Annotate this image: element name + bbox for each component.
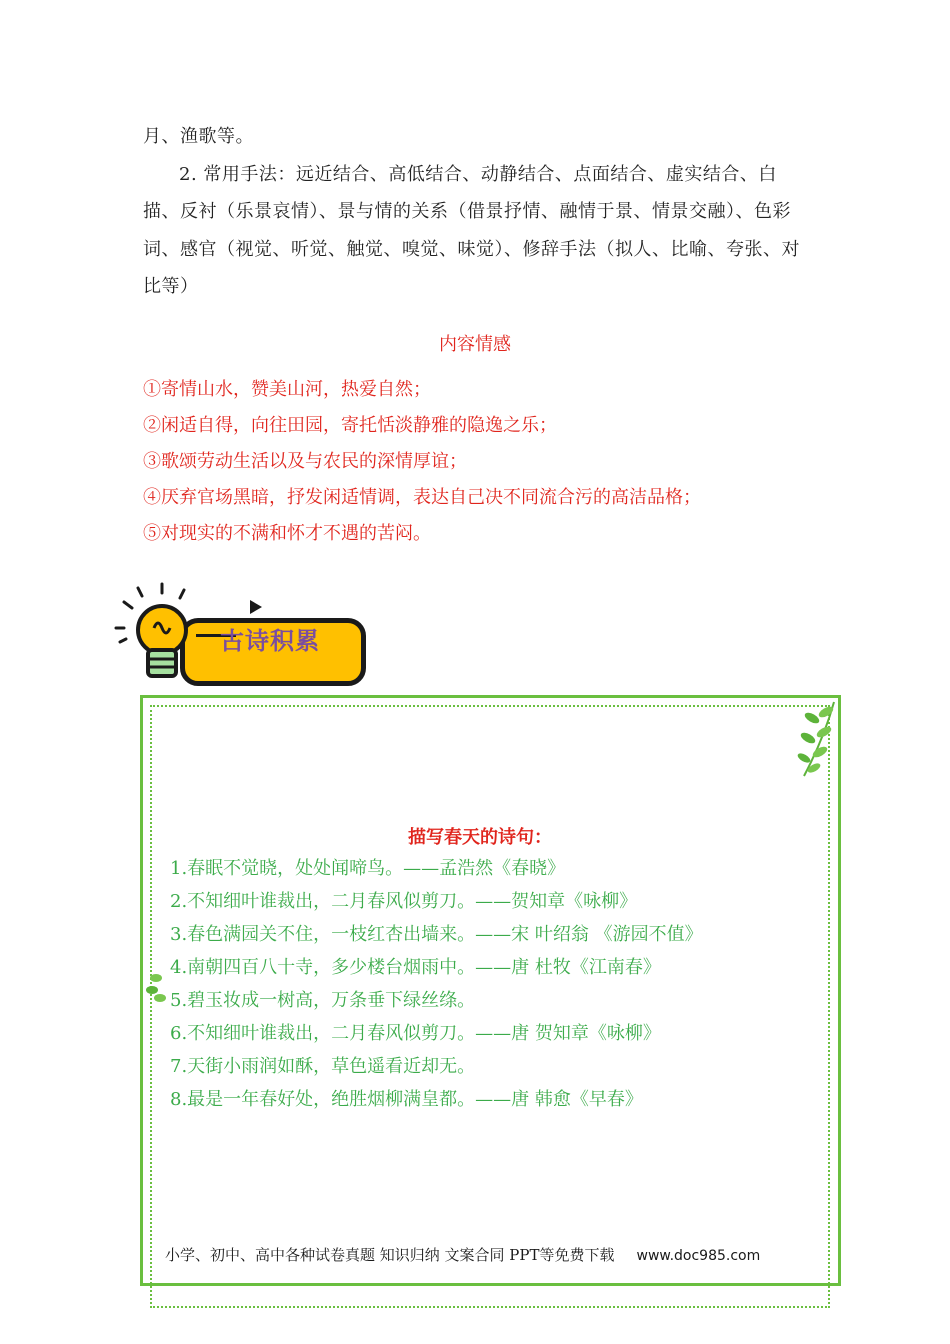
list-item: ②闲适自得，向往田园，寄托恬淡静雅的隐逸之乐；: [143, 415, 557, 436]
list-item: ①寄情山水，赞美山河，热爱自然；: [143, 379, 431, 400]
emotion-section-title: 内容情感: [439, 334, 511, 355]
badge-label: 古诗积累: [220, 627, 320, 655]
leaf-branch-icon: [796, 698, 840, 780]
list-item: 2.不知细叶谁裁出，二月春风似剪刀。——贺知章《咏柳》: [170, 891, 638, 912]
methods-text: 2. 常用手法：远近结合、高低结合、动静结合、点面结合、虚实结合、白描、反衬（乐景哀情）、景与情的关系（借景抒情、融情于景、情景交融）、色彩词、感官（视觉、听觉、触觉、嗅觉、味觉）、修辞手法（拟人、比喻、夸张、对比等）: [143, 163, 800, 297]
list-item: 6.不知细叶谁裁出，二月春风似剪刀。——唐 贺知章《咏柳》: [170, 1023, 661, 1044]
list-item: 7.天街小雨润如酥，草色遥看近却无。: [170, 1056, 476, 1077]
list-item: 5.碧玉妆成一树高，万条垂下绿丝绦。: [170, 990, 476, 1011]
poem-section-title: 描写春天的诗句：: [408, 827, 552, 848]
poem-list: [170, 852, 810, 1116]
list-item: ④厌弃官场黑暗，抒发闲适情调，表达自己决不同流合污的高洁品格；: [143, 487, 701, 508]
intro-line: 月、渔歌等。: [143, 126, 254, 147]
leaf-icon: [144, 970, 168, 1006]
emotion-list: [143, 372, 808, 552]
list-item: 4.南朝四百八十寺，多少楼台烟雨中。——唐 杜牧《江南春》: [170, 957, 661, 978]
footer-text: 小学、初中、高中各种试卷真题 知识归纳 文案合同 PPT等免费下载: [165, 1246, 615, 1264]
list-item: 1.春眠不觉晓，处处闻啼鸟。——孟浩然《春晓》: [170, 858, 566, 879]
list-item: 8.最是一年春好处，绝胜烟柳满皇都。——唐 韩愈《早春》: [170, 1089, 643, 1110]
list-item: ⑤对现实的不满和怀才不遇的苦闷。: [143, 523, 431, 544]
arrow-icon: [250, 600, 262, 614]
lightbulb-icon: [112, 580, 212, 690]
list-item: ③歌颂劳动生活以及与农民的深情厚谊；: [143, 451, 467, 472]
intro-text: [143, 118, 808, 306]
footer-site-link[interactable]: www.doc985.com: [636, 1248, 761, 1264]
footer: [165, 1244, 760, 1265]
list-item: 3.春色满园关不住，一枝红杏出墙来。——宋 叶绍翁 《游园不值》: [170, 924, 703, 945]
